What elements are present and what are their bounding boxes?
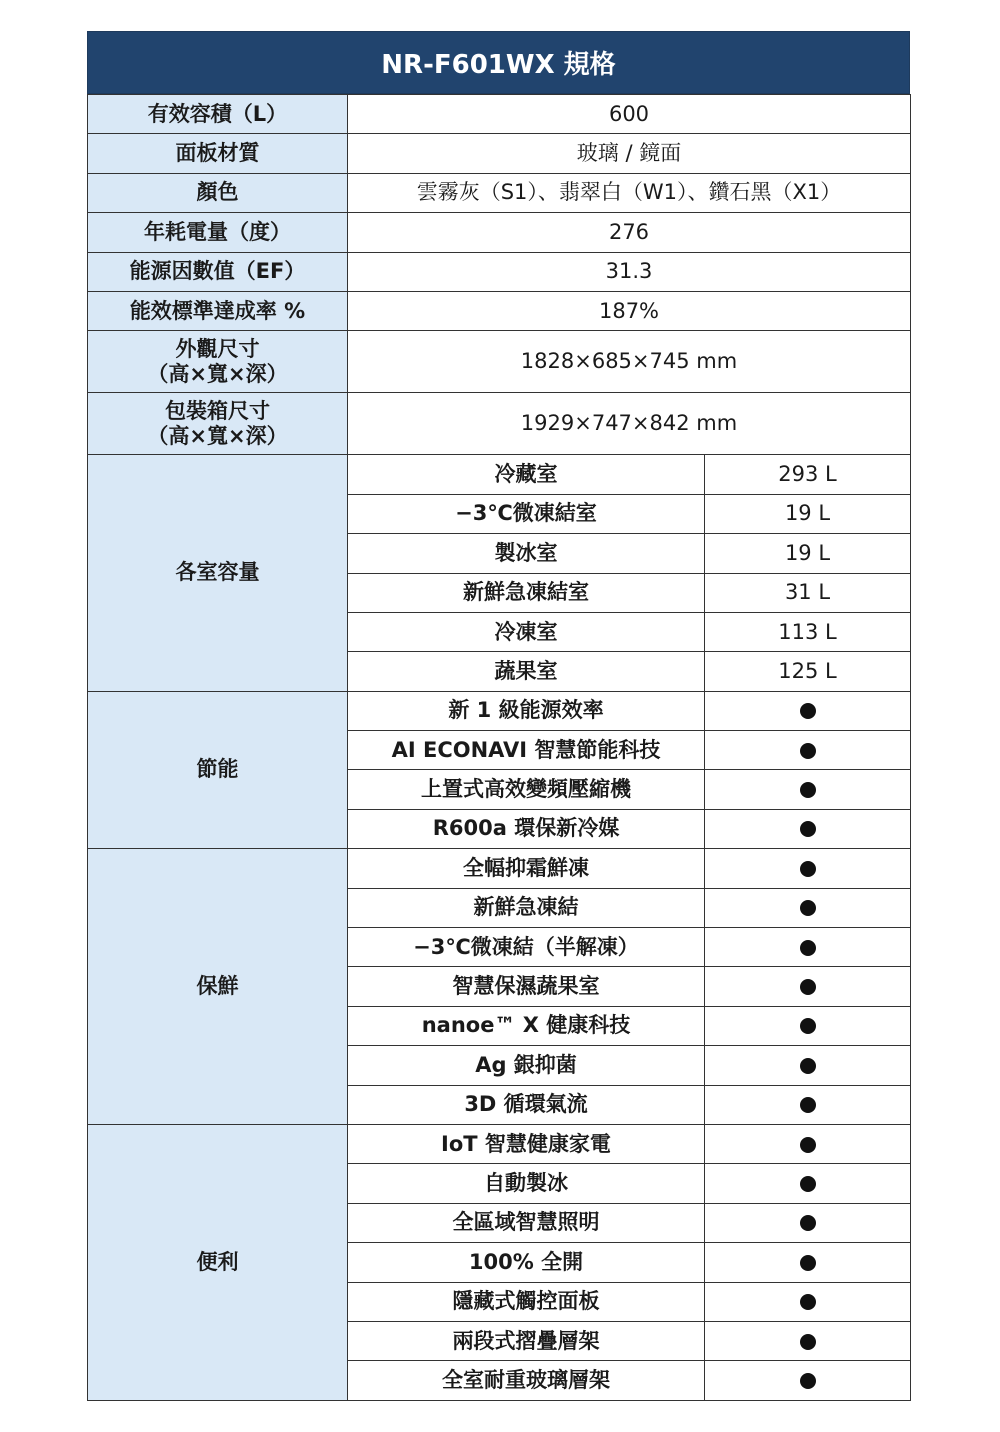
included-dot-icon [800, 1215, 816, 1231]
label-line: 外觀尺寸 [175, 336, 260, 361]
spec-label: 年耗電量（度） [88, 213, 348, 252]
compartment-name: 冷凍室 [348, 612, 705, 651]
feature-name: IoT 智慧健康家電 [348, 1124, 705, 1163]
group-label-freshness: 保鮮 [88, 849, 348, 1125]
spec-row-capacity [88, 95, 911, 134]
feature-name: 自動製冰 [348, 1164, 705, 1203]
compartment-value: 19 L [705, 494, 911, 533]
spec-label [88, 331, 348, 393]
group-label-energy: 節能 [88, 691, 348, 849]
included-dot-icon [800, 1334, 816, 1350]
included-dot-icon [800, 861, 816, 877]
feature-name: 100% 全開 [348, 1243, 705, 1282]
spec-sheet [87, 31, 910, 1401]
spec-row-color [88, 173, 911, 212]
feature-row [88, 849, 911, 888]
included-dot-icon [800, 940, 816, 956]
spec-label: 面板材質 [88, 134, 348, 173]
compartment-value: 113 L [705, 612, 911, 651]
feature-name: 上置式高效變頻壓縮機 [348, 770, 705, 809]
compartment-value: 125 L [705, 652, 911, 691]
compartment-value: 293 L [705, 455, 911, 494]
included-dot-icon [800, 782, 816, 798]
included-dot-icon [800, 1018, 816, 1034]
included-dot-icon [800, 821, 816, 837]
spec-value: 600 [348, 95, 911, 134]
compartment-name: 新鮮急凍結室 [348, 573, 705, 612]
spec-row-efficiency [88, 291, 911, 330]
feature-name: R600a 環保新冷媒 [348, 809, 705, 848]
feature-name: 全區域智慧照明 [348, 1203, 705, 1242]
spec-value: 1929×747×842 mm [348, 393, 911, 455]
feature-name: 新鮮急凍結 [348, 888, 705, 927]
feature-name: 智慧保濕蔬果室 [348, 967, 705, 1006]
spec-row-outer-size [88, 331, 911, 393]
label-line: 包裝箱尺寸 [165, 398, 270, 423]
spec-value: 31.3 [348, 252, 911, 291]
feature-row [88, 1124, 911, 1163]
included-dot-icon [800, 1294, 816, 1310]
included-dot-icon [800, 979, 816, 995]
included-dot-icon [800, 1373, 816, 1389]
feature-name: −3℃微凍結（半解凍） [348, 928, 705, 967]
compartment-name: 蔬果室 [348, 652, 705, 691]
spec-value: 雲霧灰（S1）、翡翠白（W1）、鑽石黑（X1） [348, 173, 911, 212]
spec-row-power [88, 213, 911, 252]
spec-label: 能源因數值（EF） [88, 252, 348, 291]
spec-row-ef [88, 252, 911, 291]
spec-table [87, 94, 911, 1401]
group-label-convenience: 便利 [88, 1124, 348, 1400]
included-dot-icon [800, 1097, 816, 1113]
feature-name: 新 1 級能源效率 [348, 691, 705, 730]
feature-name: AI ECONAVI 智慧節能科技 [348, 731, 705, 770]
included-dot-icon [800, 1058, 816, 1074]
feature-name: 3D 循環氣流 [348, 1085, 705, 1124]
included-dot-icon [800, 743, 816, 759]
spec-value: 187% [348, 291, 911, 330]
spec-value: 276 [348, 213, 911, 252]
spec-title: NR-F601WX 規格 [87, 31, 910, 94]
included-dot-icon [800, 703, 816, 719]
included-dot-icon [800, 1255, 816, 1271]
feature-row [88, 691, 911, 730]
group-label-capacity: 各室容量 [88, 455, 348, 691]
feature-name: Ag 銀抑菌 [348, 1046, 705, 1085]
feature-name: 全室耐重玻璃層架 [348, 1361, 705, 1400]
feature-name: nanoe™ X 健康科技 [348, 1006, 705, 1045]
spec-value: 1828×685×745 mm [348, 331, 911, 393]
spec-label: 顏色 [88, 173, 348, 212]
spec-label [88, 393, 348, 455]
included-dot-icon [800, 900, 816, 916]
label-line: （高×寬×深） [147, 423, 288, 448]
spec-value: 玻璃 / 鏡面 [348, 134, 911, 173]
feature-name: 全幅抑霜鮮凍 [348, 849, 705, 888]
spec-row-panel [88, 134, 911, 173]
label-line: （高×寬×深） [147, 361, 288, 386]
feature-name: 兩段式摺疊層架 [348, 1321, 705, 1360]
compartment-name: −3℃微凍結室 [348, 494, 705, 533]
spec-label: 有效容積（L） [88, 95, 348, 134]
spec-row-package-size [88, 393, 911, 455]
capacity-row [88, 455, 911, 494]
compartment-value: 19 L [705, 534, 911, 573]
compartment-name: 製冰室 [348, 534, 705, 573]
included-dot-icon [800, 1176, 816, 1192]
compartment-name: 冷藏室 [348, 455, 705, 494]
compartment-value: 31 L [705, 573, 911, 612]
feature-name: 隱藏式觸控面板 [348, 1282, 705, 1321]
included-dot-icon [800, 1137, 816, 1153]
spec-label: 能效標準達成率 % [88, 291, 348, 330]
